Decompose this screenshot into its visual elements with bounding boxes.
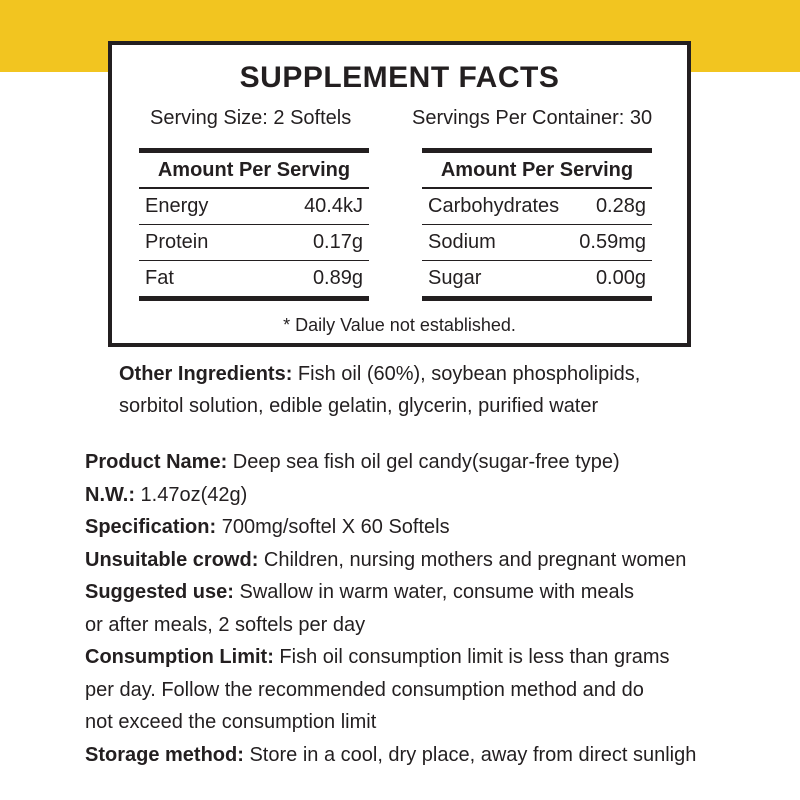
row-label: Sugar: [428, 267, 482, 289]
detail-text: Store in a cool, dry place, away from direct sunligh: [243, 743, 697, 766]
table-rule: [139, 296, 369, 301]
row-label: Sodium: [428, 231, 496, 253]
row-label: Fat: [145, 267, 174, 289]
nutrition-table-left: [139, 148, 369, 301]
storage-method-line: [85, 739, 785, 772]
product-details: [85, 446, 785, 771]
servings-per-container: Servings Per Container: 30: [412, 107, 653, 129]
consumption-limit-line-3: not exceed the consumption limit: [85, 711, 377, 733]
ingredients-text-2: sorbitol solution, edible gelatin, glycerin, purified water: [119, 395, 599, 417]
table-row: [139, 189, 369, 225]
table-header: Amount Per Serving: [422, 153, 652, 189]
detail-text: Deep sea fish oil gel candy(sugar-free type): [227, 451, 620, 473]
table-row: [422, 261, 652, 296]
unsuitable-crowd-line: [85, 544, 785, 577]
row-value: 0.28g: [595, 195, 646, 217]
table-header: Amount Per Serving: [139, 153, 369, 189]
daily-value-footnote: * Daily Value not established.: [283, 315, 516, 335]
row-value: 0.17g: [312, 231, 363, 253]
row-value: 40.4kJ: [304, 195, 363, 217]
suggested-use-line-2: or after meals, 2 softels per day: [85, 613, 366, 636]
row-value: 0.00g: [595, 267, 646, 289]
consumption-limit-line-2: per day. Follow the recommended consumption method and do: [85, 678, 644, 701]
facts-title: SUPPLEMENT FACTS: [239, 61, 560, 94]
table-row: [422, 189, 652, 225]
ingredients-text: Fish oil (60%), soybean phospholipids,: [292, 363, 641, 385]
detail-text: 700mg/softel X 60 Softels: [216, 516, 450, 538]
consumption-limit-line: [85, 641, 785, 674]
table-row: [139, 225, 369, 261]
table-row: [139, 261, 369, 296]
serving-size: Serving Size: 2 Softels: [150, 107, 352, 129]
detail-label: N.W.:: [85, 483, 135, 506]
other-ingredients: [119, 358, 719, 422]
detail-text: Fish oil consumption limit is less than grams: [273, 646, 670, 668]
detail-label: Consumption Limit:: [85, 646, 274, 668]
detail-text: 1.47oz(42g): [135, 483, 248, 506]
specification-line: [85, 511, 785, 544]
row-value: 0.59mg: [579, 231, 646, 253]
detail-label: Suggested use:: [85, 581, 234, 603]
row-label: Energy: [145, 195, 209, 217]
detail-label: Unsuitable crowd:: [85, 548, 259, 571]
detail-label: Product Name:: [85, 451, 228, 473]
table-rule: [422, 296, 652, 301]
detail-text: Children, nursing mothers and pregnant women: [258, 548, 687, 571]
table-row: [422, 225, 652, 261]
ingredients-label: Other Ingredients:: [119, 363, 293, 385]
row-label: Carbohydrates: [428, 195, 560, 217]
row-label: Protein: [145, 231, 209, 253]
detail-label: Storage method:: [85, 743, 244, 766]
net-weight-line: [85, 479, 785, 512]
nutrition-table-right: [422, 148, 652, 301]
detail-label: Specification:: [85, 516, 217, 538]
suggested-use-line: [85, 576, 785, 609]
detail-text: Swallow in warm water, consume with meals: [233, 581, 635, 603]
product-name-line: [85, 446, 785, 479]
row-value: 0.89g: [312, 267, 363, 289]
supplement-facts-panel: [108, 41, 691, 347]
